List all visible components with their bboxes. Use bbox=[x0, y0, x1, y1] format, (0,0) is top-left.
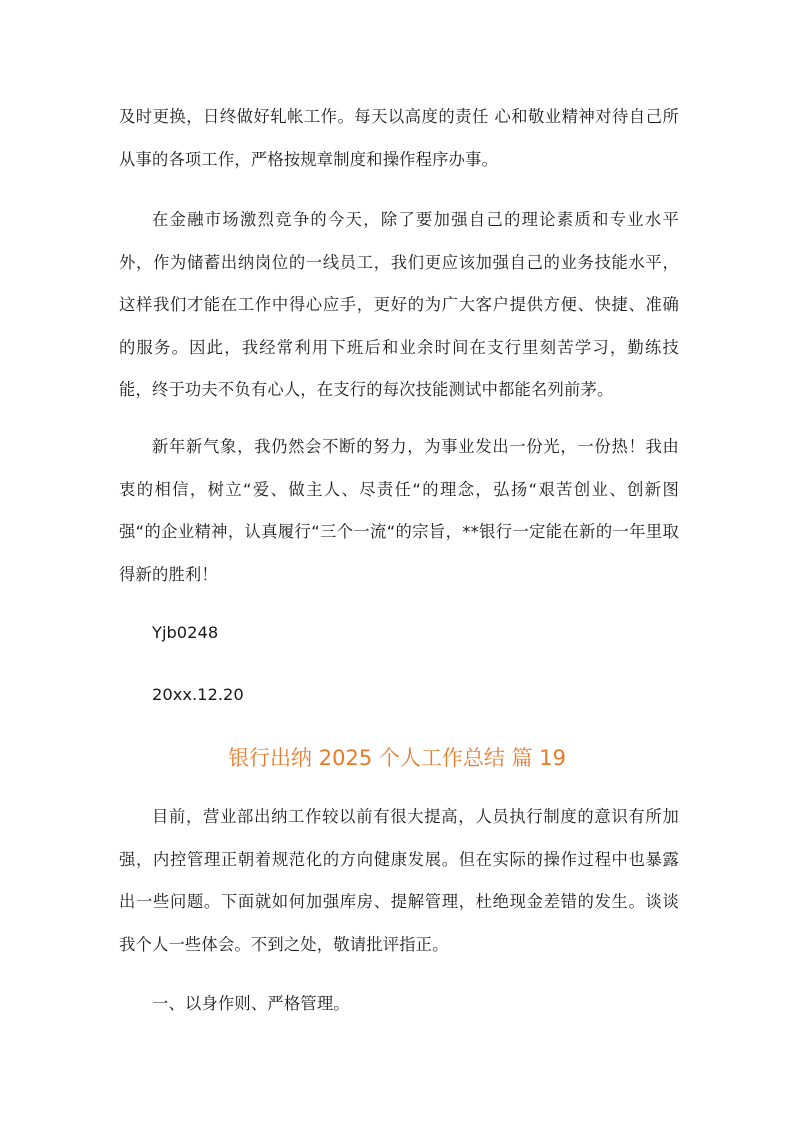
paragraph-3: 新年新气象，我仍然会不断的努力，为事业发出一份光，一份热！我由衷的相信，树立“爱、做主人、尽责任“的理念，弘扬“艰苦创业、创新图强“的企业精神，认真履行“三个一流“的宗旨，**银行一定能在新的一年里取得新的胜利！ bbox=[119, 437, 679, 584]
paragraph-1: 及时更换，日终做好轧帐工作。每天以高度的责任 心和敬业精神对待自己所从事的各项工作，严格按规章制度和操作程序办事。 bbox=[119, 107, 679, 169]
signature-name: Yjb0248 bbox=[152, 623, 219, 642]
paragraph-5: 一、以身作则、严格管理。 bbox=[152, 994, 350, 1013]
section-heading: 银行出纳 2025 个人工作总结 篇 19 bbox=[228, 746, 566, 770]
paragraph-2: 在金融市场激烈竞争的今天，除了要加强自己的理论素质和专业水平外，作为储蓄出纳岗位的一线员工，我们更应该加强自己的业务技能水平，这样我们才能在工作中得心应手，更好的为广大客户提供方便、快捷、准确的服务。因此，我经常利用下班后和业余时间在支行里刻苦学习，勤练技能，终于功夫不负有心人，在支行的每次技能测试中都能名列前茅。 bbox=[119, 210, 679, 400]
signature-date: 20xx.12.20 bbox=[152, 685, 244, 704]
paragraph-4: 目前，营业部出纳工作较以前有很大提高，人员执行制度的意识有所加强，内控管理正朝着规范化的方向健康发展。但在实际的操作过程中也暴露出一些问题。下面就如何加强库房、提解管理，杜绝现金差错的发生。谈谈我个人一些体会。不到之处，敬请批评指正。 bbox=[119, 807, 679, 954]
